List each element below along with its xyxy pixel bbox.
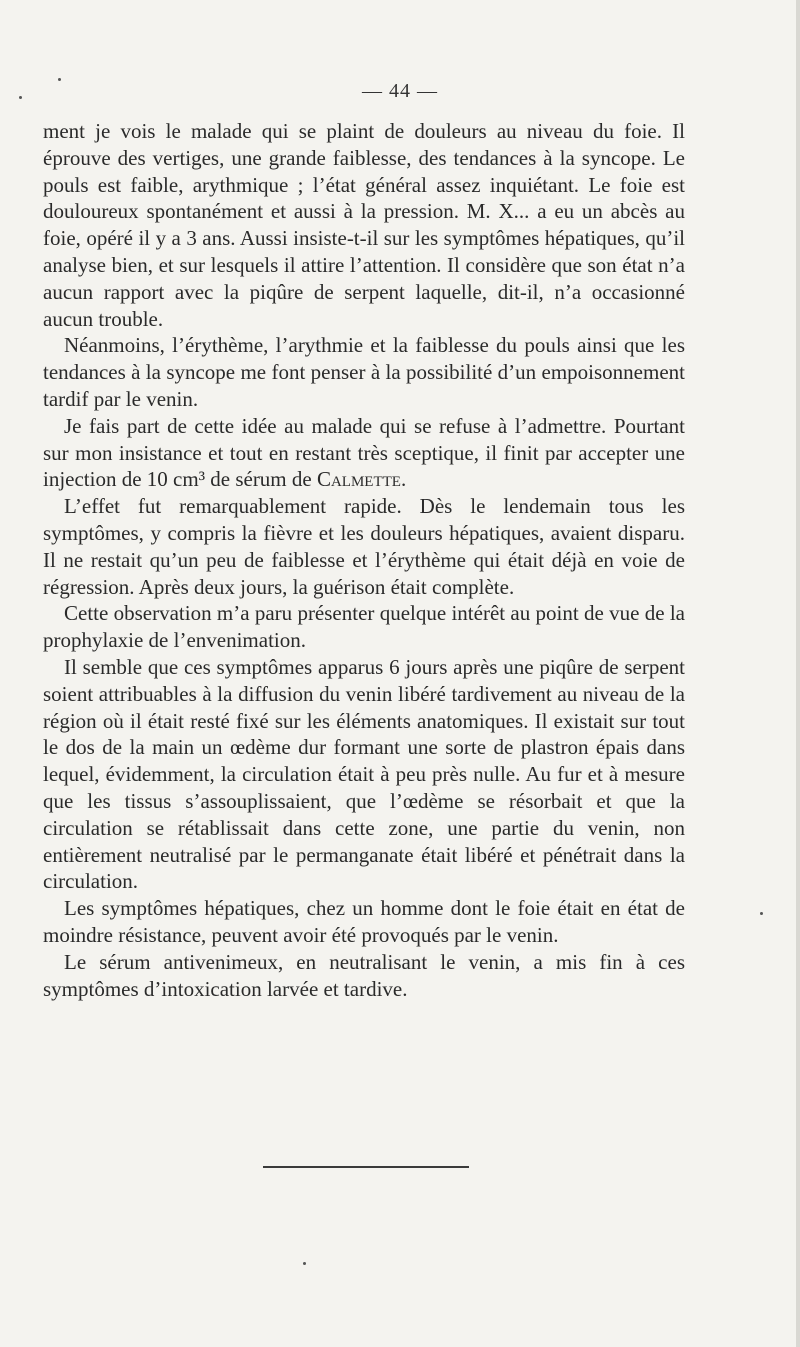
print-speck xyxy=(19,96,22,99)
page-number: — 44 — xyxy=(362,80,438,102)
paragraph-5: Cette observation m’a paru présenter quelque intérêt au point de vue de la prophylaxie de l’envenimation. xyxy=(43,601,685,653)
page-edge xyxy=(796,0,800,1347)
paragraph-4: L’effet fut remarquablement rapide. Dès le lendemain tous les symptômes, y compris la fièvre et les douleurs hépatiques, avaient disparu. Il ne restait qu’un peu de faiblesse et l’érythème qui était déjà en voie de régression. Après deux jours, la guérison était complète. xyxy=(43,494,685,599)
paragraph-2: Néanmoins, l’érythème, l’arythmie et la faiblesse du pouls ainsi que les tendances à la syncope me font penser à la possibilité d’un empoisonnement tardif par le venin. xyxy=(43,333,685,411)
body-text xyxy=(43,118,685,1002)
closing-rule xyxy=(263,1166,469,1168)
paragraph-8: Le sérum antivenimeux, en neutralisant le venin, a mis fin à ces symptômes d’intoxication larvée et tardive. xyxy=(43,949,685,1001)
calmette-name: Calmette. xyxy=(316,467,407,492)
print-speck xyxy=(760,912,763,915)
paragraph-1: ment je vois le malade qui se plaint de douleurs au niveau du foie. Il éprouve des vertiges, une grande faiblesse, des tendances à la syncope. Le pouls est faible, arythmique ; l’état général assez inquiétant. Le foie est douloureux spontanément et aussi à la pression. M. X... a eu un abcès au foie, opéré il y a 3 ans. Aussi insiste-t-il sur les symptômes hépatiques, qu’il analyse bien, et sur lesquels il attire l’attention. Il considère que son état n’a aucun rapport avec la piqûre de serpent laquelle, dit-il, n’a occasionné aucun trouble. xyxy=(43,119,685,331)
paragraph-7: Les symptômes hépatiques, chez un homme dont le foie était en état de moindre résistance, peuvent avoir été provoqués par le venin. xyxy=(43,896,685,947)
paragraph-6: Il semble que ces symptômes apparus 6 jours après une piqûre de serpent soient attribuables à la diffusion du venin libéré tardivement au niveau de la région où il était resté fixé sur les éléments anatomiques. Il existait sur tout le dos de la main un œdème dur formant une sorte de plastron épais dans lequel, évidemment, la circulation était à peu près nulle. Au fur et à mesure que les tissus s’assouplissaient, que l’œdème se résorbait et que la circulation se rétablissait dans cette zone, une partie du venin, non entièrement neutralisé par le permanganate était libéré et pénétrait dans la circulation. xyxy=(43,654,685,894)
paragraph-3 xyxy=(43,413,685,493)
print-speck xyxy=(58,78,61,81)
paragraph-3-text: Je fais part de cette idée au malade qui se refuse à l’admettre. Pourtant sur mon insistance et tout en restant très sceptique, il finit par accepter une injection de 10 cm³ de sérum de xyxy=(43,413,685,492)
print-speck xyxy=(303,1262,306,1265)
